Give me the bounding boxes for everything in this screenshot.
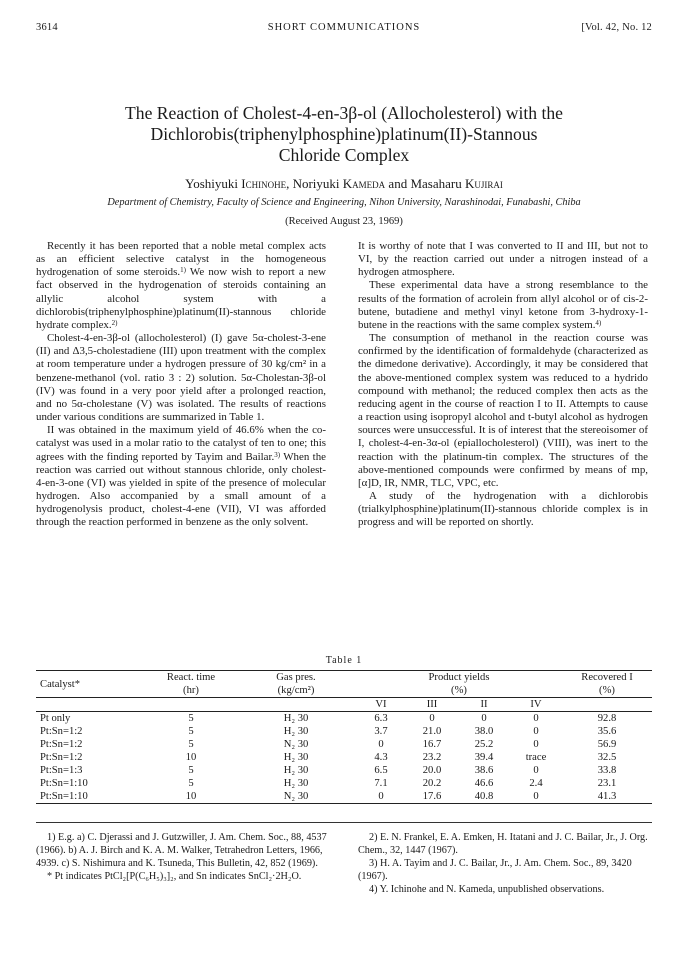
header-catalyst	[36, 671, 146, 698]
author-3-given: Masaharu	[410, 176, 465, 191]
table-cell: 3.7	[374, 726, 388, 737]
affiliation: Department of Chemistry, Faculty of Science and Engineering, Nihon University, Narashinodai, Funabashi, Chiba	[107, 197, 581, 208]
table-cell: 41.3	[562, 790, 652, 804]
footnote-4: 4) Y. Ichinohe and N. Kameda, unpublished observations.	[369, 884, 605, 895]
table-cell: N₂ 30	[283, 739, 309, 750]
subheader-spacer	[562, 698, 652, 712]
paragraph-outlook: A study of the hydrogenation with a dichlorobis (trialkylphosphine)platinum(II)-stannous chloride complex is in progress and will be reported on shortly.	[358, 489, 648, 529]
table-row	[36, 777, 652, 790]
author-3-family: Kujirai	[464, 176, 503, 191]
table-cell: 21.0	[422, 726, 442, 737]
author-separator: ,	[286, 176, 293, 191]
table-cell: 23.2	[422, 752, 442, 763]
table-cell: 0	[378, 739, 384, 750]
table-cell: 5	[188, 713, 194, 724]
subheader-spacer	[36, 698, 146, 712]
reference-marker: 3)	[274, 450, 281, 459]
table-cell: 0	[533, 739, 539, 750]
table-cell: 33.8	[597, 765, 617, 776]
title-line-3: Chloride Complex	[278, 145, 410, 165]
table-cell: 92.8	[597, 713, 617, 724]
table-cell: 7.1	[374, 778, 388, 789]
header-unit: (hr)	[183, 685, 199, 696]
table-cell: Pt:Sn=1:10	[36, 790, 146, 804]
header-text: Product yields	[428, 672, 490, 683]
paragraph-text: Recently it has been reported that a noble metal complex acts as an efficient selective catalyst in the homogeneous hydrogenation of some steroids.	[36, 240, 326, 279]
table-cell: H₂ 30	[283, 752, 309, 763]
table-cell: Pt:Sn=1:2	[40, 739, 83, 750]
table-cell: 10	[146, 790, 236, 804]
table-header-row	[36, 671, 652, 698]
paragraph-results: Cholest-4-en-3β-ol (allocholesterol) (I) gave 5α-cholest-3-ene (II) and Δ3,5-cholestadiene (III) upon treatment with the complex at room temperature under a hydrogen pressure of 30 kg/cm² in a benzene-methanol (vol. ratio 3 : 2) solution. 5α-Cholestan-3β-ol (IV) was found in a very poor yield after a prolonged reaction, and no 5α-cholestane (V) was isolated. The results of reactions under various conditions are summarized in Table 1.	[36, 332, 326, 424]
table-cell: 5	[188, 765, 194, 776]
table-subheader-row	[36, 698, 652, 712]
table-body	[36, 712, 652, 804]
paragraph-nitrogen: It is worthy of note that I was converted to II and III, but not to VI, by the reaction carried out under a nitrogen instead of a hydrogen atmosphere.	[358, 240, 648, 279]
table-cell: 20.2	[422, 778, 442, 789]
table-cell: Pt:Sn=1:2	[40, 726, 83, 737]
table-cell: Pt only	[40, 713, 71, 724]
table-cell: 46.6	[474, 778, 494, 789]
body-column-right	[358, 240, 648, 529]
table-row	[36, 712, 652, 726]
paragraph-methanol: The consumption of methanol in the reaction course was confirmed by the identification of formaldehyde (characterized as the dimedone derivative). Accordingly, it may be considered that the above-mentioned complex system was reduced to a hydrido compound with methanol; the reduced complex then acts as the reducing agent in the course of reaction I to II. Attempts to cause a reaction using isopropyl alcohol and t-butyl alcohol as hydrogen sources were unsuccessful. It is of interest that the stereoisomer of I, cholest-4-en-3α-ol (epiallocholesterol) (VIII), was inert to the reaction with the platinum-tin complex. The structures of the above-mentioned compounds were confirmed by means of mp, [α]D, IR, NMR, TLC, VPC, etc.	[358, 332, 648, 489]
table-cell: 5	[188, 778, 194, 789]
reference-marker: 2)	[111, 318, 118, 327]
table-cell: 5	[188, 739, 194, 750]
header-recovered	[562, 671, 652, 698]
paragraph-resemblance	[358, 279, 648, 332]
article-title	[40, 103, 648, 166]
table-cell: 0	[510, 790, 562, 804]
table-cell: 38.0	[474, 726, 494, 737]
header-product-yields	[356, 671, 562, 698]
table-cell: 0	[533, 713, 539, 724]
table-cell: 0	[481, 713, 487, 724]
table-cell: 0	[429, 713, 435, 724]
table-row	[36, 790, 652, 804]
subheader-vi: VI	[356, 698, 406, 712]
paragraph-text: These experimental data have a strong resemblance to the results of the formation of acrolein from allyl alcohol or of cis-2-butene, butadiene and methyl vinyl ketone from 3-hydroxy-1-butene in the reactions with the same complex system.	[358, 279, 648, 331]
title-line-2: Dichlorobis(triphenylphosphine)platinum(II)-Stannous	[150, 124, 538, 144]
footnotes-right	[358, 831, 654, 896]
table-cell: 40.8	[458, 790, 510, 804]
header-unit: (%)	[599, 685, 615, 696]
header-text: React. time	[166, 672, 216, 683]
table-row	[36, 725, 652, 738]
header-unit: (%)	[451, 685, 467, 696]
table-cell: Pt:Sn=1:3	[40, 765, 83, 776]
author-1-given: Yoshiyuki	[185, 176, 242, 191]
header-unit: (kg/cm²)	[277, 685, 315, 696]
table-cell: 16.7	[422, 739, 442, 750]
footnote-divider	[36, 822, 652, 823]
table-cell: trace	[525, 752, 547, 763]
author-conjunction: and	[385, 176, 411, 191]
received-date: (Received August 23, 1969)	[285, 216, 403, 227]
paragraph-text: II was obtained in the maximum yield of 46.6% when the co-catalyst was used in a molar ratio to the catalyst of ten to one; this agrees with the finding reported by Tayim and Bailar.	[36, 424, 326, 463]
author-2-given: Noriyuki	[292, 176, 343, 191]
table-cell: 5	[188, 726, 194, 737]
table-cell: Pt:Sn=1:2	[40, 752, 83, 763]
paragraph-text: When the reaction was carried out without stannous chloride, only cholest-4-en-3-one (VI) was yielded in spite of the presence of molecular hydrogen. Also accompanied by a small amount of a hydrogenolysis product, cholest-4-ene (VII), VI was afforded through the reaction performed in benzene as the only solvent.	[36, 450, 326, 529]
table-row	[36, 764, 652, 777]
table-cell: 2.4	[529, 778, 543, 789]
table-cell: 10	[185, 752, 197, 763]
page-number: 3614	[36, 22, 58, 33]
table-row	[36, 751, 652, 764]
table-cell: H₂ 30	[283, 778, 309, 789]
table-cell: H₂ 30	[283, 713, 309, 724]
table-cell: Pt:Sn=1:10	[40, 778, 88, 789]
paragraph-yield	[36, 424, 326, 529]
table-cell: 6.5	[374, 765, 388, 776]
table-cell: 17.6	[406, 790, 458, 804]
header-text: Gas pres.	[276, 672, 316, 683]
author-2-family: Kameda	[342, 176, 386, 191]
header-text: Catalyst*	[40, 678, 81, 690]
journal-section: SHORT COMMUNICATIONS	[267, 22, 421, 33]
table-cell: 35.6	[597, 726, 617, 737]
table-cell: 56.9	[597, 739, 617, 750]
table-caption: Table 1	[325, 655, 363, 666]
table-cell: 0	[533, 726, 539, 737]
results-table	[36, 670, 652, 804]
paragraph-text: We now wish to report a new fact observed in the hydrogenation of steroids containing an allylic alcohol system with a dichlorobis(triphenylphosphine)platinum(II)-stannous chloride hydrate complex.	[36, 266, 326, 331]
table-cell: 23.1	[597, 778, 617, 789]
footnote-catalyst: * Pt indicates PtCl₂[P(C₆H₅)₃]₂, and Sn indicates SnCl₂·2H₂O.	[47, 871, 302, 882]
author-list	[40, 176, 648, 192]
table-row	[36, 738, 652, 751]
footnotes-left	[36, 831, 332, 883]
paragraph-intro	[36, 240, 326, 332]
table-cell: N₂ 30	[236, 790, 356, 804]
header-text: Recovered I	[581, 672, 633, 683]
subheader-iv: IV	[510, 698, 562, 712]
body-column-left	[36, 240, 326, 529]
reference-marker: 1)	[180, 266, 186, 275]
footnote-3: 3) H. A. Tayim and J. C. Bailar, Jr., J. Am. Chem. Soc., 89, 3420 (1967).	[358, 858, 632, 882]
subheader-ii: II	[458, 698, 510, 712]
table-cell: 6.3	[374, 713, 388, 724]
footnote-2: 2) E. N. Frankel, E. A. Emken, H. Itatani and J. C. Bailar, Jr., J. Org. Chem., 32, 1447 (1967).	[358, 832, 648, 856]
title-line-1: The Reaction of Cholest-4-en-3β-ol (Allocholesterol) with the	[125, 103, 563, 123]
reference-marker: 4)	[595, 318, 602, 327]
table-cell: 39.4	[474, 752, 494, 763]
table-cell: H₂ 30	[283, 726, 309, 737]
subheader-iii: III	[406, 698, 458, 712]
table-cell: 0	[533, 765, 539, 776]
header-gas-pressure	[236, 671, 356, 698]
table-cell: 38.6	[474, 765, 494, 776]
subheader-spacer	[236, 698, 356, 712]
table-cell: H₂ 30	[283, 765, 309, 776]
author-1-family: Ichinohe	[241, 176, 287, 191]
volume-info: [Vol. 42, No. 12	[581, 22, 652, 33]
table-cell: 32.5	[597, 752, 617, 763]
table-cell: 25.2	[474, 739, 494, 750]
table-cell: 0	[356, 790, 406, 804]
header-react-time	[146, 671, 236, 698]
footnote-1: 1) E.g. a) C. Djerassi and J. Gutzwiller, J. Am. Chem. Soc., 88, 4537 (1966). b) A. J. Birch and K. A. M. Walker, Tetrahedron Letters, 1966, 4939. c) S. Nishimura and K. Tsuneda, This Bulletin, 42, 852 (1969).	[36, 832, 327, 869]
subheader-spacer	[146, 698, 236, 712]
table-cell: 4.3	[374, 752, 388, 763]
running-head	[36, 22, 652, 36]
table-cell: 20.0	[422, 765, 442, 776]
